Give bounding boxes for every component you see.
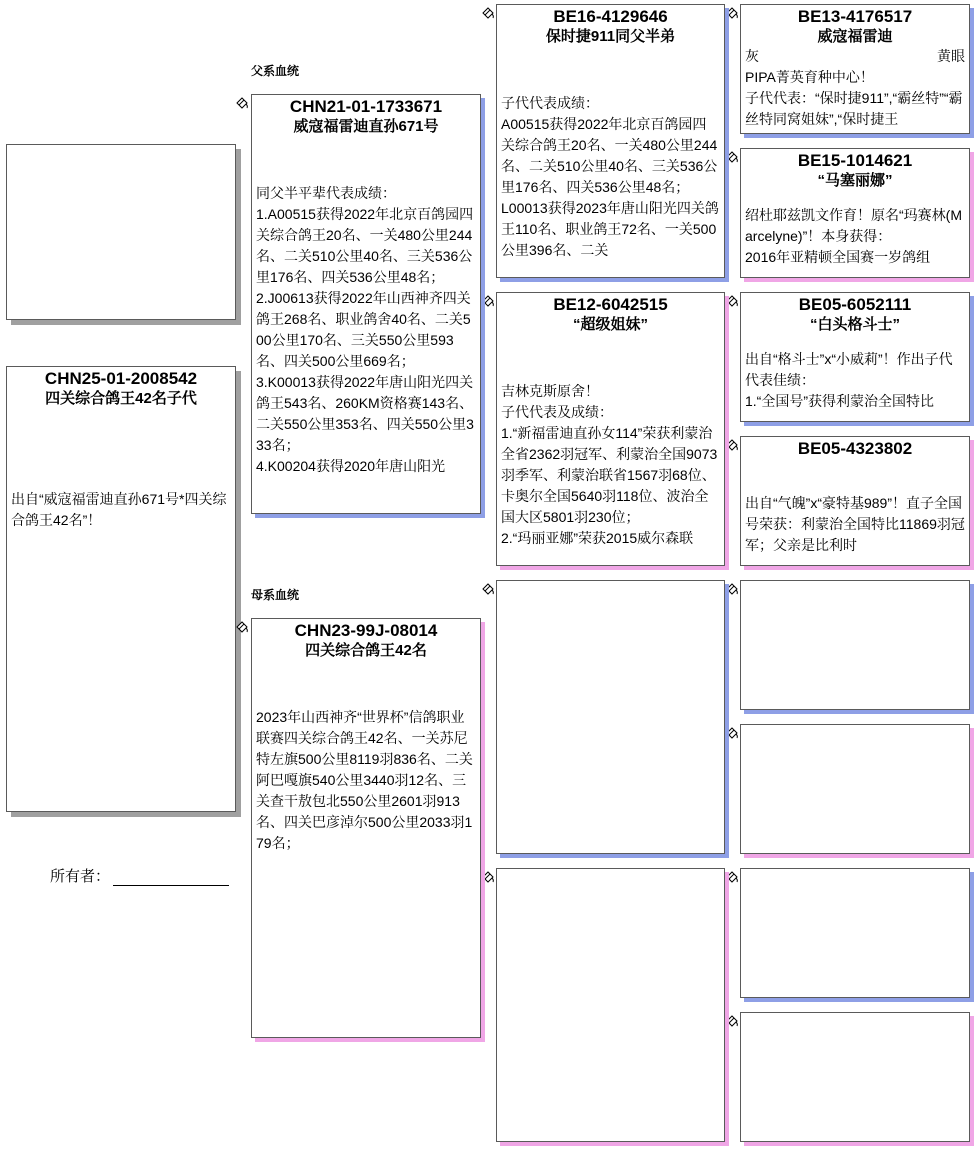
paint-bucket-icon[interactable]: [725, 1014, 739, 1028]
sds-description: 出自“格斗士”x“小威莉”！作出子代代表佳绩： 1.“全国号”获得利蒙治全国特比: [745, 351, 953, 409]
sire-dam-ring-number: BE12-6042515: [553, 295, 668, 314]
sire-description: 同父半平辈代表成绩： 1.A00515获得2022年北京百鸽园四关综合鸽王20名、一关480公里244名、二关510公里40名、三关536公里176名、四关536公里48名； 2.J00613获得2022年山西神齐四关鸽王268名、职业鸽舍40名、二关500公里170名、三关550公里593名、四关500公里669名； 3.K00013获得2022年唐山阳光四关鸽王543名、260KM资格赛143名、二关550公里353名、四关550公里333名； 4.K00204获得2020年唐山阳光: [256, 185, 474, 474]
paint-bucket-icon[interactable]: [725, 150, 739, 164]
sire-dam-card: [496, 292, 725, 566]
ssd-description: 绍杜耶兹凯文作育！原名“玛赛林(Marcelyne)”！本身获得： 2016年亚精顿全国赛一岁鸽组: [745, 207, 962, 265]
dam-description: 2023年山西神齐“世界杯”信鸽职业联赛四关综合鸽王42名、一关苏尼特左旗500公里8119羽836名、二关阿巴嘎旗540公里3440羽12名、三关查干敖包北550公里2601羽913名、四关巴彦淖尔500公里2033羽179名；: [256, 709, 473, 851]
dds-card: [740, 868, 970, 998]
paint-bucket-icon[interactable]: [235, 96, 249, 110]
sss-card: [740, 4, 970, 134]
sire-sire-name: 保时捷911同父半弟: [545, 28, 676, 45]
ssd-card: [740, 148, 970, 278]
sire-sire-description: 子代代表成绩： A00515获得2022年北京百鸽园四关综合鸽王20名、一关480公里244名、二关510公里40名、三关536公里176名、四关536公里48名； L00013获得2023年唐山阳光四关鸽王110名、职业鸽王72名、一关500公里396名、二关: [501, 95, 719, 258]
sdd-card: [740, 436, 970, 566]
paint-bucket-icon[interactable]: [725, 294, 739, 308]
subject-name: 四关综合鸽王42名子代: [45, 390, 197, 407]
sss-eye: 黄眼: [937, 48, 965, 64]
dam-ring-number: CHN23-99J-08014: [294, 621, 438, 640]
owner-field: [50, 865, 229, 886]
dam-dam-card: [496, 868, 725, 1142]
paint-bucket-icon[interactable]: [481, 6, 495, 20]
ssd-ring-number: BE15-1014621: [797, 151, 913, 170]
sire-dam-name: “超级姐妹”: [572, 316, 648, 333]
ssd-name: “马塞丽娜”: [817, 172, 893, 189]
subject-ring-number: CHN25-01-2008542: [44, 369, 198, 388]
paint-bucket-icon[interactable]: [725, 582, 739, 596]
dam-card: [251, 618, 481, 1038]
sire-dam-description: 吉林克斯原舍！ 子代代表及成绩： 1.“新福雷迪直孙女114”荣获利蒙治全省2362羽冠军、利蒙治全国9073羽季军、利蒙治联省1567羽68位、卡奥尔全国5640羽118位、波治全国大区5801羽230位； 2.“玛丽亚娜”荣获2015威尔森联: [501, 383, 718, 546]
owner-signature-line[interactable]: [113, 870, 229, 886]
subject-description: 出自“威寇福雷迪直孙671号*四关综合鸽王42名”！: [11, 491, 227, 528]
dss-card: [740, 580, 970, 710]
sire-sire-ring-number: BE16-4129646: [553, 7, 668, 26]
ddd-card: [740, 1012, 970, 1142]
dam-name: 四关综合鸽王42名: [305, 642, 427, 659]
dam-sire-card: [496, 580, 725, 854]
sire-name: 威寇福雷迪直孙671号: [293, 118, 439, 135]
sire-section-label: 父系血统: [251, 64, 300, 78]
subject-card: [6, 366, 236, 812]
sds-card: [740, 292, 970, 422]
paint-bucket-icon[interactable]: [725, 6, 739, 20]
paint-bucket-icon[interactable]: [481, 294, 495, 308]
paint-bucket-icon[interactable]: [725, 870, 739, 884]
sire-ring-number: CHN21-01-1733671: [289, 97, 443, 116]
owner-label: 所有者：: [50, 868, 111, 885]
sss-ring-number: BE13-4176517: [797, 7, 913, 26]
dam-section-label: 母系血统: [251, 588, 300, 602]
paint-bucket-icon[interactable]: [725, 726, 739, 740]
sire-card: [251, 94, 481, 514]
sds-ring-number: BE05-6052111: [798, 295, 912, 314]
sdd-description: 出自“气魄”x“豪特基989”！直子全国号荣获：利蒙治全国特比11869羽冠军；父亲是比利时: [745, 495, 965, 553]
sss-color-eye-row: [741, 46, 969, 67]
sdd-ring-number: BE05-4323802: [797, 439, 913, 458]
paint-bucket-icon[interactable]: [481, 582, 495, 596]
sss-name: 威寇福雷迪: [817, 28, 893, 45]
dsd-card: [740, 724, 970, 854]
paint-bucket-icon[interactable]: [725, 438, 739, 452]
sss-color: 灰: [745, 48, 759, 64]
sire-sire-card: [496, 4, 725, 278]
paint-bucket-icon[interactable]: [481, 870, 495, 884]
sds-name: “白头格斗士”: [809, 316, 900, 333]
sdd-name: [741, 459, 969, 478]
paint-bucket-icon[interactable]: [235, 620, 249, 634]
pigeon-photo-frame: [6, 144, 236, 320]
sss-description: PIPA菁英育种中心！ 子代代表：“保时捷911”,“霸丝特”“霸丝特同窝姐妹”,“保时捷王: [745, 69, 963, 127]
